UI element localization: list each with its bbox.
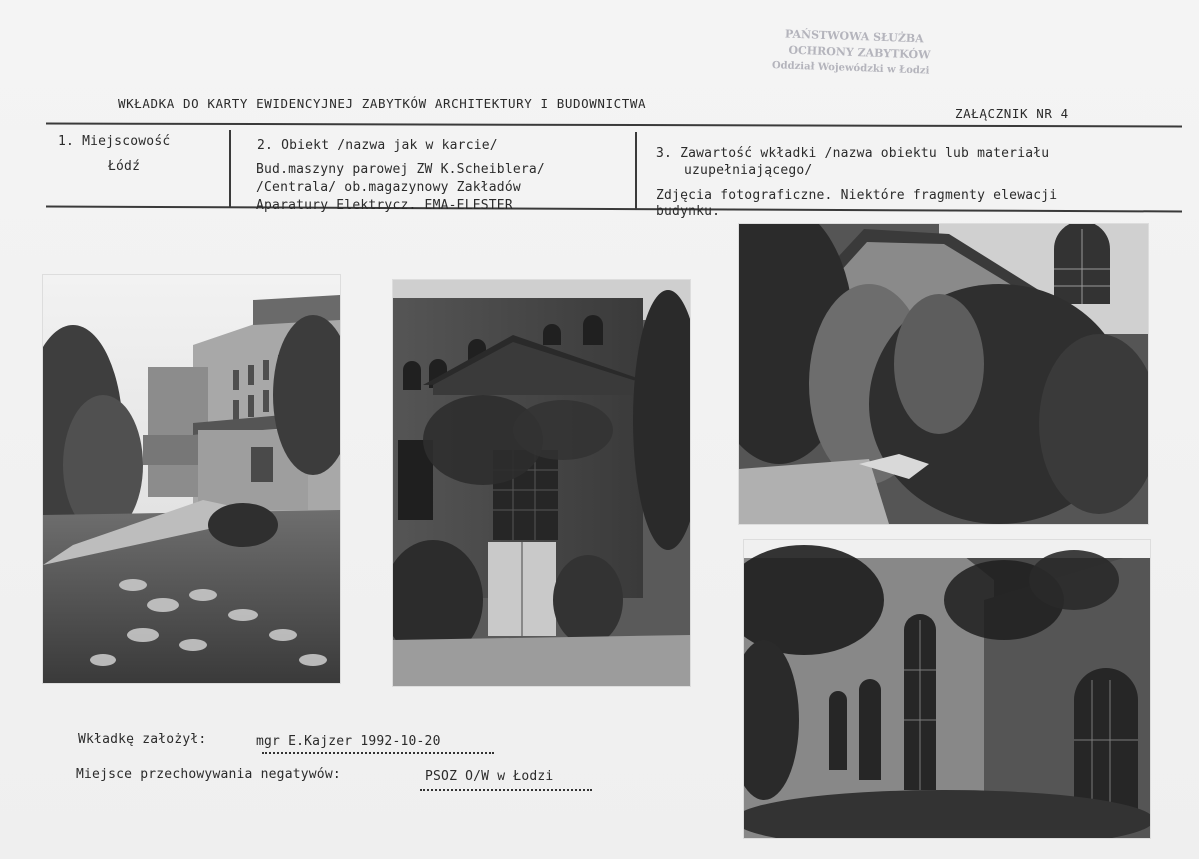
photo-building-with-garden <box>43 275 340 683</box>
photo-arched-windows-facade <box>744 540 1150 838</box>
form-title: WKŁADKA DO KARTY EWIDENCYJNEJ ZABYTKÓW ARCHITEKTURY I BUDOWNICTWA <box>118 96 647 111</box>
stamp-line-3: Oddział Wojewódzki w Łodzi <box>771 60 930 77</box>
negatives-storage-value: PSOZ O/W w Łodzi <box>425 769 554 784</box>
stamp-line-2: OCHRONY ZABYTKÓW <box>788 43 931 62</box>
negatives-storage-dotted-line <box>420 789 592 791</box>
content-label-line-2: uzupełniającego/ <box>684 163 813 178</box>
photo-gable-building-with-trees <box>739 224 1148 524</box>
content-label-line-1: 3. Zawartość wkładki /nazwa obiektu lub materiału <box>656 146 1050 161</box>
content-value-line-2: budynku. <box>656 204 721 219</box>
column-divider-1 <box>229 130 231 208</box>
object-value-line-1: Bud.maszyny parowej ZW K.Scheiblera/ <box>256 162 545 177</box>
created-by-label: Wkładkę założył: <box>78 732 207 747</box>
object-value-line-2: /Centrala/ ob.magazynowy Zakładów <box>256 180 521 195</box>
top-rule <box>46 123 1182 128</box>
created-by-dotted-line <box>262 752 494 754</box>
column-divider-2 <box>635 132 637 210</box>
content-value-line-1: Zdjęcia fotograficzne. Niektóre fragmenty elewacji <box>656 188 1058 203</box>
photo-brick-facade-with-gable <box>393 280 690 686</box>
locality-value: Łódź <box>108 159 141 174</box>
stamp-line-1: PAŃSTWOWA SŁUŻBA <box>784 27 924 46</box>
locality-label: 1. Miejscowość <box>58 134 171 149</box>
office-stamp <box>771 27 985 104</box>
created-by-value: mgr E.Kajzer 1992-10-20 <box>256 734 441 749</box>
bottom-rule <box>46 206 1182 213</box>
attachment-number: ZAŁĄCZNIK NR 4 <box>955 106 1069 121</box>
object-value-line-3: Aparatury Elektrycz. EMA-ELESTER <box>256 198 513 213</box>
object-label: 2. Obiekt /nazwa jak w karcie/ <box>257 138 498 153</box>
negatives-storage-label: Miejsce przechowywania negatywów: <box>76 767 341 782</box>
